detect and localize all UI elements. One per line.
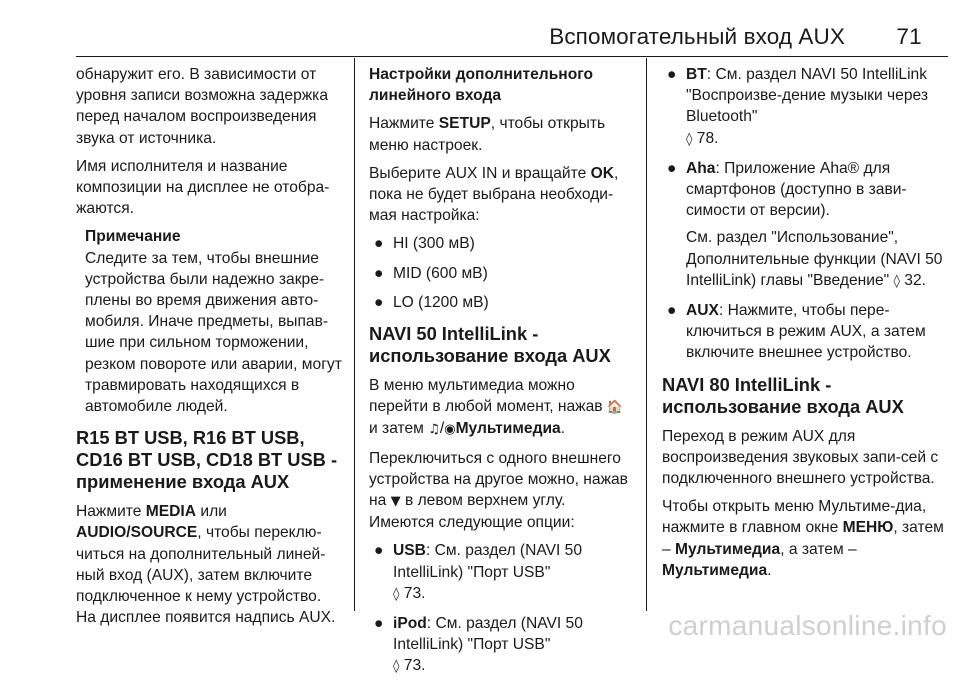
column-3 [662, 64, 944, 588]
bullet-icon: ● [374, 293, 384, 311]
watermark: carmanualsonline.info [668, 610, 947, 641]
header-rule [76, 56, 948, 57]
list-item: ● HI (300 мВ) [369, 233, 637, 254]
note-text: Следите за тем, чтобы внешние устройства были надежно закре-плены во время движения авто-мобиля. Иначе предметы, выпав-шие при сильном торможении, резком повороте или аварии, могут травмировать находящихся в автомобиле людей. [85, 249, 342, 416]
multimedia-key: Мультимедиа [675, 540, 781, 558]
list-item: ● Aha: Приложение Aha® для смартфонов (доступно в зави-симости от версии). См. раздел "Использование", Дополнительные функции (NAVI 50 IntelliLink) главы "Введение" ◊ 32. [662, 158, 944, 292]
bullet-icon: ● [374, 542, 384, 560]
page-ref-icon: ◊ [393, 586, 400, 602]
column-divider-right [646, 58, 647, 611]
list-item: ● iPod: См. раздел (NAVI 50 IntelliLink) "Порт USB" ◊ 73. [374, 615, 583, 675]
bullet-icon: ● [374, 615, 384, 633]
paragraph: Чтобы открыть меню Мультиме-диа, нажмите в главном окне МЕНЮ, затем – Мультимедиа, а затем – Мультимедиа. [662, 498, 944, 579]
paragraph: Нажмите SETUP, чтобы открыть меню настроек. [369, 115, 606, 154]
list-item-extra: См. раздел "Использование", Дополнительные функции (NAVI 50 IntelliLink) главы "Введение" ◊ 32. [686, 229, 943, 289]
menu-key: МЕНЮ [842, 519, 894, 537]
page-number: 71 [896, 24, 922, 49]
music-icon: ♫ [428, 422, 440, 438]
paragraph: Имя исполнителя и название композиции на дисплее не отобра-жаются. [76, 157, 330, 218]
section-heading: R15 BT USB, R16 BT USB, CD16 BT USB, CD18 BT USB - применение входа AUX [76, 427, 338, 493]
options-list-continued [662, 64, 944, 364]
audio-source-key: AUDIO/SOURCE [76, 524, 198, 542]
section-heading: NAVI 80 IntelliLink - использование входа AUX [662, 373, 904, 417]
triangle-down-icon: ▼ [390, 494, 401, 510]
bullet-icon: ● [374, 264, 384, 282]
page-title: Вспомогательный вход AUX [549, 24, 845, 49]
media-key: MEDIA [145, 503, 197, 521]
options-list [369, 540, 637, 677]
column-2 [369, 64, 637, 686]
bullet-icon: ● [667, 302, 677, 320]
subheading: Настройки дополнительного линейного входа [369, 66, 594, 105]
page-ref-icon: ◊ [686, 131, 693, 147]
paragraph: Имеются следующие опции: [369, 514, 575, 532]
paragraph: Выберите AUX IN и вращайте OK, пока не будет выбрана необходи-мая настройка: [369, 164, 619, 225]
ok-key: OK [590, 164, 614, 182]
bullet-icon: ● [667, 159, 677, 177]
column-divider-left [354, 58, 355, 611]
home-icon: 🏠 [606, 400, 624, 416]
multimedia-key: Мультимедиа [455, 420, 561, 438]
list-item: ● BT: См. раздел NAVI 50 IntelliLink "Воспроизве-дение музыки через Bluetooth" ◊ 78. [667, 66, 928, 147]
page-ref-icon: ◊ [893, 273, 900, 289]
page-header [0, 0, 960, 60]
setup-key: SETUP [438, 115, 491, 133]
section-heading: NAVI 50 IntelliLink - использование входа AUX [369, 323, 611, 367]
paragraph: обнаружит его. В зависимости от уровня записи возможна задержка перед началом воспроизведения звука от источника. [76, 66, 329, 147]
column-1 [76, 64, 344, 635]
paragraph: Переход в режим AUX для воспроизведения звуковых запи-сей с подключенного внешнего устройства. [662, 427, 939, 488]
paragraph: Нажмите MEDIA или AUDIO/SOURCE, чтобы переклю-читься на дополнительный линей-ный вход (AUX), затем включите подключенное к нему устройство. На дисплее появится надпись AUX. [76, 503, 336, 627]
list-item: ● USB: См. раздел (NAVI 50 IntelliLink) "Порт USB" ◊ 73. [374, 542, 583, 602]
list-item: ● AUX: Нажмите, чтобы пере-ключиться в режим AUX, а затем включите внешнее устройство. [667, 302, 926, 362]
list-item: ● LO (1200 мВ) [369, 292, 637, 313]
level-list [369, 233, 637, 313]
list-item: ● MID (600 мВ) [369, 263, 637, 284]
bullet-icon: ● [374, 235, 384, 253]
paragraph: Переключиться с одного внешнего устройства на другое можно, нажав на ▼ в левом верхнем углу. [369, 449, 628, 510]
bullet-icon: ● [667, 66, 677, 83]
media-icon: ◉ [444, 422, 456, 438]
note-box [76, 226, 344, 417]
note-title: Примечание [85, 228, 181, 246]
multimedia-key: Мультимедиа [662, 561, 768, 579]
paragraph: В меню мультимедиа можно перейти в любой момент, нажав 🏠 и затем ♫/◉Мультимедиа. [369, 377, 624, 438]
page-ref-icon: ◊ [393, 659, 400, 675]
